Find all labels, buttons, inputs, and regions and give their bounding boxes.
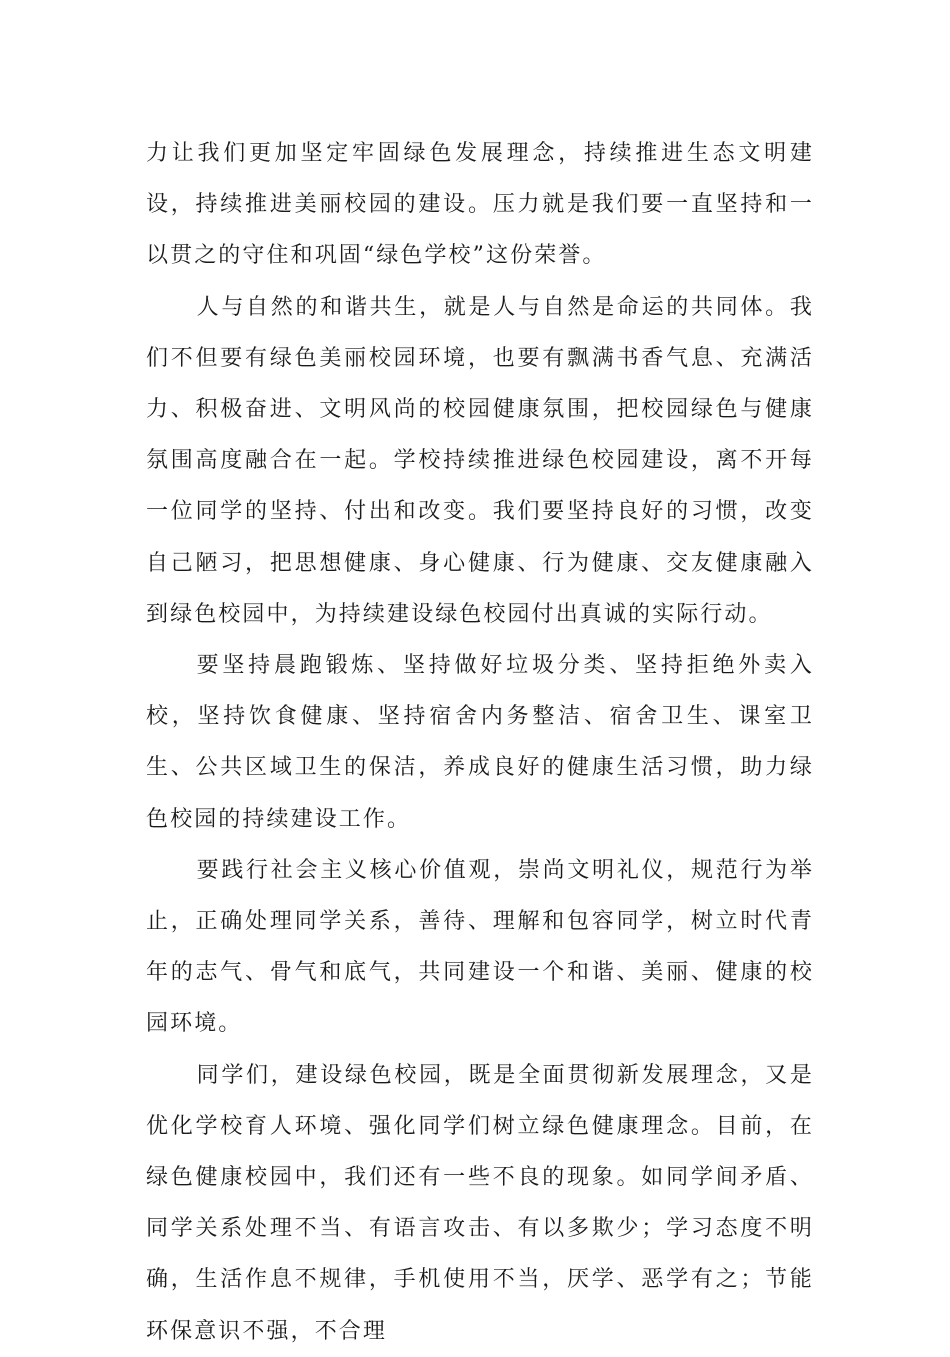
paragraph-3: 要坚持晨跑锻炼、坚持做好垃圾分类、坚持拒绝外卖入校，坚持饮食健康、坚持宿舍内务整洁、宿舍卫生、课室卫生、公共区域卫生的保洁，养成良好的健康生活习惯，助力绿色校园的持续建设工作。 — [146, 653, 814, 832]
document-body — [146, 128, 814, 1357]
paragraph-4: 要践行社会主义核心价值观，崇尚文明礼仪，规范行为举止，正确处理同学关系，善待、理解和包容同学，树立时代青年的志气、骨气和底气，共同建设一个和谐、美丽、健康的校园环境。 — [146, 857, 814, 1037]
paragraph-5: 同学们，建设绿色校园，既是全面贯彻新发展理念，又是优化学校育人环境、强化同学们树立绿色健康理念。目前，在绿色健康校园中，我们还有一些不良的现象。如同学间矛盾、同学关系处理不当、有语言攻击、有以多欺少；学习态度不明确，生活作息不规律，手机使用不当，厌学、恶学有之；节能环保意识不强，不合理 — [146, 1062, 814, 1344]
paragraph-1: 力让我们更加坚定牢固绿色发展理念，持续推进生态文明建设，持续推进美丽校园的建设。压力就是我们要一直坚持和一以贯之的守住和巩固“绿色学校”这份荣誉。 — [146, 141, 814, 269]
paragraph-2: 人与自然的和谐共生，就是人与自然是命运的共同体。我们不但要有绿色美丽校园环境，也要有飘满书香气息、充满活力、积极奋进、文明风尚的校园健康氛围，把校园绿色与健康氛围高度融合在一起。学校持续推进绿色校园建设，离不开每一位同学的坚持、付出和改变。我们要坚持良好的习惯，改变自己陋习，把思想健康、身心健康、行为健康、交友健康融入到绿色校园中，为持续建设绿色校园付出真诚的实际行动。 — [146, 294, 814, 627]
